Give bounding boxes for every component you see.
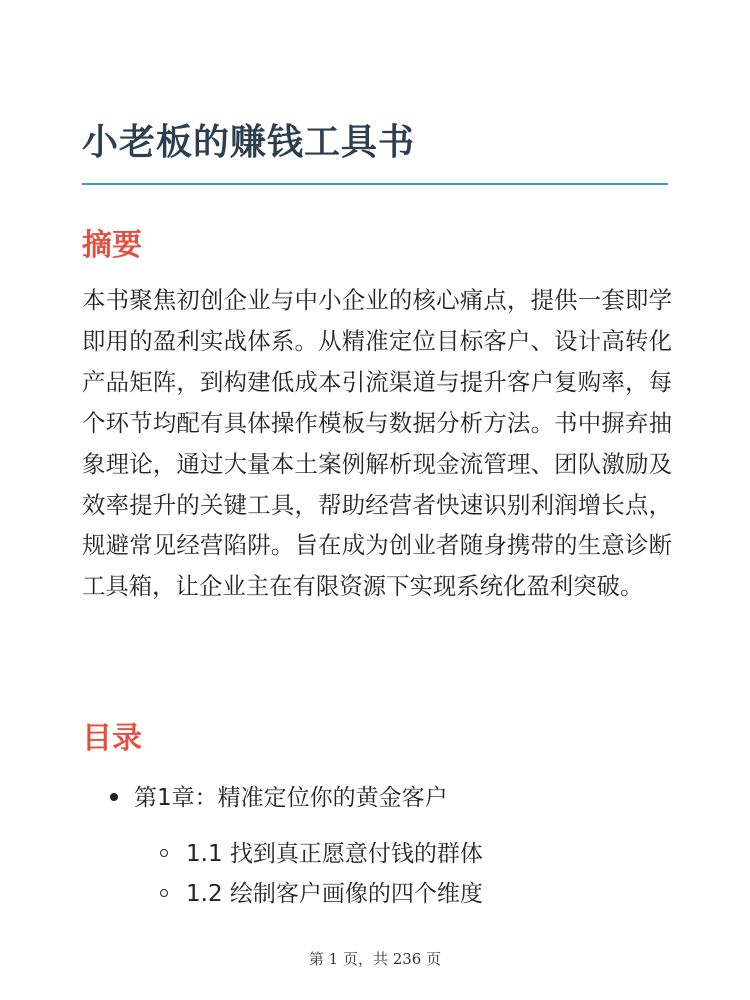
document-title: 小老板的赚钱工具书 [82, 122, 416, 163]
abstract-heading: 摘要 [82, 228, 142, 263]
toc-chapter-item[interactable] [110, 778, 448, 818]
filled-bullet-icon [110, 793, 118, 801]
toc-chapter-label: 第1章：精准定位你的黄金客户 [134, 785, 448, 811]
toc-section-item[interactable] [160, 874, 483, 914]
toc-section-label: 1.2 绘制客户画像的四个维度 [186, 881, 483, 907]
page-footer: 第 1 页，共 236 页 [308, 950, 442, 968]
title-divider [82, 183, 668, 185]
toc-section-label: 1.1 找到真正愿意付钱的群体 [186, 841, 483, 867]
abstract-body: 本书聚焦初创企业与中小企业的核心痛点，提供一套即学即用的盈利实战体系。从精准定位目标客户、设计高转化产品矩阵，到构建低成本引流渠道与提升客户复购率，每个环节均配有具体操作模板与数据分析方法。书中摒弃抽象理论，通过大量本土案例解析现金流管理、团队激励及效率提升的关键工具，帮助经营者快速识别利润增长点，规避常见经营陷阱。旨在成为创业者随身携带的生意诊断工具箱，让企业主在有限资源下实现系统化盈利突破。 [82, 286, 672, 601]
toc-heading: 目录 [82, 721, 142, 756]
hollow-bullet-icon [160, 849, 168, 857]
toc-section-item[interactable] [160, 834, 483, 874]
hollow-bullet-icon [160, 889, 168, 897]
